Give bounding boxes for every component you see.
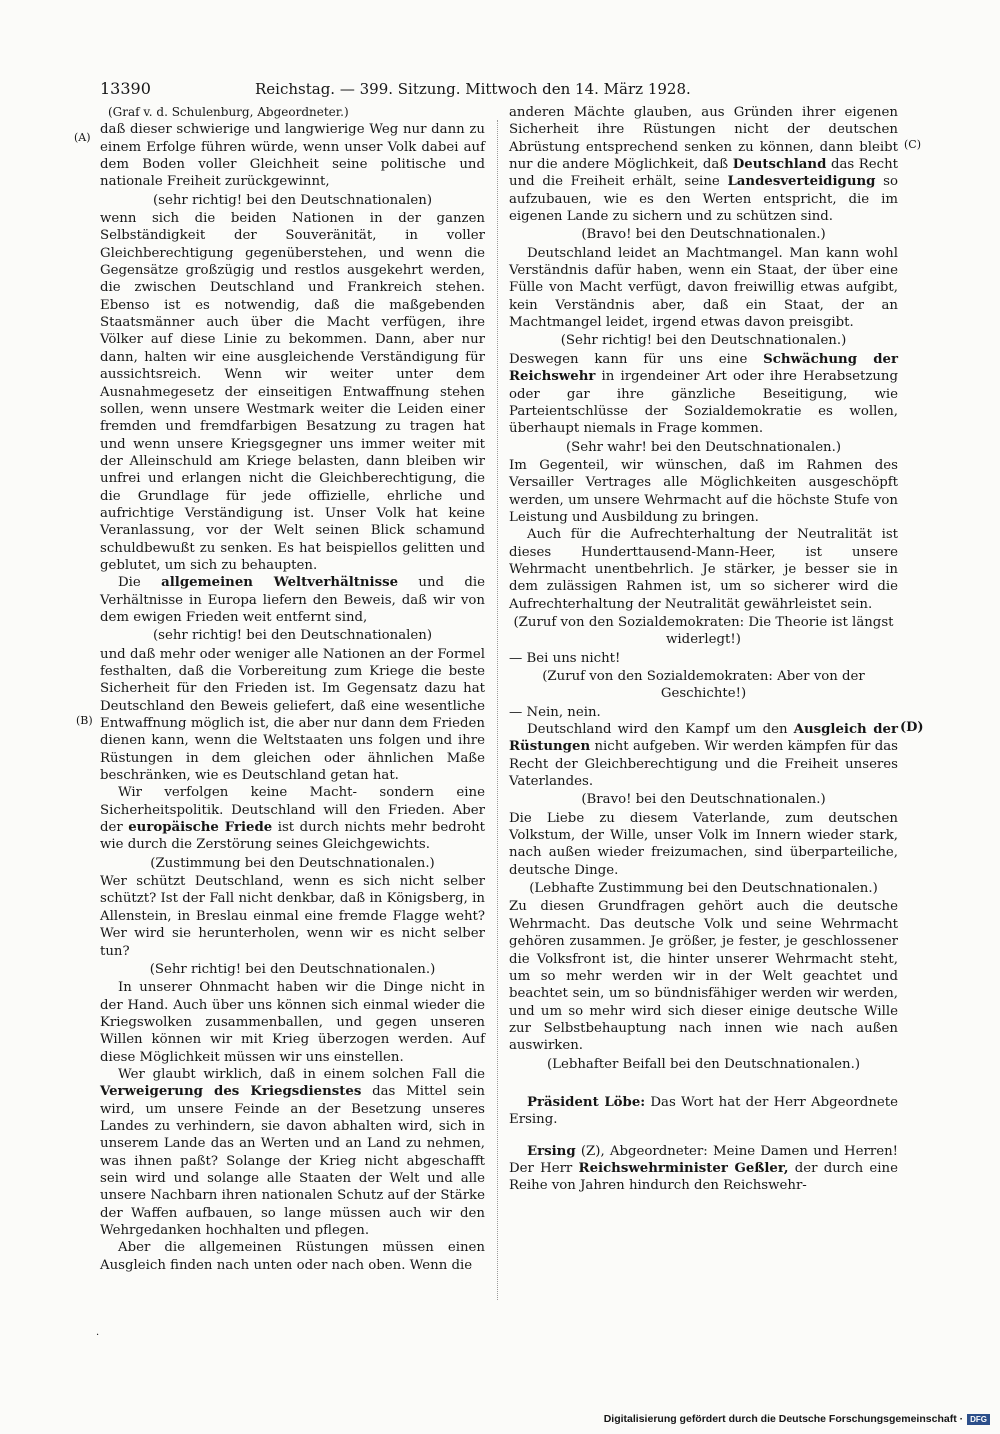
emphasis: Deutschland bbox=[732, 157, 827, 173]
speaker-reference: (Graf v. d. Schulenburg, Abgeordneter.) bbox=[108, 105, 349, 119]
paragraph: wenn sich die beiden Nationen in der ganzen Selbständigkeit der Souveränität, in voller Gleichberechtigung gegenüberstehen, und wenn die Gegensätze großzügig und restlos ausgekehrt werden, die zwischen Deutschland und Frankreich stehen. Ebenso ist es notwendig, daß die maßgebenden Staatsmänner auch über die Macht verfügen, ihre Völker auf diese Linie zu bekommen. Dann, aber nur dann, halten wir eine ausgleichende Verständigung für aussichtsreich. Wenn wir weiter unter dem Ausnahmegesetz der einseitigen Entwaffnung stehen sollen, wenn unsere Westmark weiter die Leiden einer fremden und fremdfarbigen Besatzung zu tragen hat und wenn unsere Kriegsgegner uns immer weiter mit der Alleinschuld am Kriege belasten, dann bleiben wir unfrei und erlangen nicht die Gleichberechtigung, die die Grundlage für jede offizielle, ehrliche und aufrichtige Verständigung ist. Unser Volk hat keine Veranlassung, vor der Welt seinen Blick schamund schuldbewußt zu senken. Es hat beispiellos gelitten und geblutet, um sich zu behaupten. bbox=[100, 211, 485, 573]
paragraph: und daß mehr oder weniger alle Nationen an der Formel festhalten, daß die Vorbereitung zum Kriege die beste Sicherheit für den Frieden ist. Im Gegensatz dazu hat Deutschland den Beweis geliefert, daß eine wesentliche Entwaffnung möglich ist, die aber nur dann dem Frieden dienen kann, wenn die Weltstaaten uns folgen und ihre Rüstungen in dem gleichen oder ähnlichen Maße beschränken, wie es Deutschland getan hat. bbox=[100, 646, 485, 784]
paragraph: Im Gegenteil, wir wünschen, daß im Rahmen des Versailler Vertrages alle Möglichkeiten ausgeschöpft werden, um unsere Wehrmacht auf die höchste Stufe von Leistung und Ausbildung zu bringen. bbox=[509, 457, 898, 525]
margin-mark-c: (C) bbox=[904, 138, 921, 151]
page-header bbox=[100, 78, 712, 100]
paragraph: Die allgemeinen Weltverhältnisse und die Verhältnisse in Europa liefern den Beweis, daß wir von dem ewigen Frieden weit entfernt sind, bbox=[100, 575, 485, 625]
reaction: (Zuruf von den Sozialdemokraten: Aber von der Geschichte!) bbox=[542, 669, 865, 702]
emphasis: allgemeinen Weltverhältnisse bbox=[161, 575, 399, 591]
paragraph: Wer glaubt wirklich, daß in einem solchen Fall die Verweigerung des Kriegsdienstes das Mittel sein wird, um unsere Feinde an der Besetzung unseres Landes zu verhindern, sie davon abhalten wird, sich in unserem Lande das an Werten und an Land zu nehmen, was ihnen paßt? Solange der Krieg nicht abgeschafft sein wird und solange alle Staaten der Welt und alle unsere Nachbarn ihren nationalen Schutz auf der Stärke der Waffen aufbauen, so lange müssen auch wir den Wehrgedanken hochhalten und pflegen. bbox=[100, 1066, 485, 1238]
emphasis: Schwächung der Reichswehr bbox=[509, 351, 898, 385]
emphasis: europäische Friede bbox=[128, 820, 273, 836]
dfg-logo: DFG bbox=[967, 1414, 990, 1425]
left-column bbox=[100, 104, 485, 1274]
paragraph: Die Liebe zu diesem Vaterlande, zum deutschen Volkstum, der Wille, unser Volk im Innern wieder stark, nach außen wieder freizumachen, sind überparteiliche, deutsche Dinge. bbox=[509, 810, 898, 878]
paragraph: daß dieser schwierige und langwierige Weg nur dann zu einem Erfolge führen würde, wenn unser Volk dabei auf dem Boden voller Gleichheit seine politische und nationale Freiheit zurückgewinnt, bbox=[100, 122, 485, 190]
page-mark: · bbox=[96, 1330, 100, 1341]
column-divider bbox=[497, 120, 498, 1300]
footer-text: Digitalisierung gefördert durch die Deutsche Forschungsgemeinschaft · bbox=[603, 1413, 964, 1425]
paragraph: Wer schützt Deutschland, wenn es sich nicht selber schützt? Ist der Fall nicht denkbar, daß in Königsberg, in Allenstein, in Breslau einmal eine fremde Flagge weht? Wer wird sie herunterholen, wenn wir es nicht selber tun? bbox=[100, 874, 485, 959]
spacer bbox=[509, 1074, 898, 1094]
paragraph: Deutschland leidet an Machtmangel. Man kann wohl Verständnis dafür haben, wenn ein Staat, der über eine Fülle von Macht verfügt, davon freiwillig etwas aufgibt, kein Verständnis aber, daß ein Staat, der an Machtmangel leidet, irgend etwas davon preisgibt. bbox=[509, 245, 898, 331]
reaction: (Zuruf von den Sozialdemokraten: Die Theorie ist längst widerlegt!) bbox=[513, 614, 894, 648]
spacer bbox=[509, 1129, 898, 1143]
paragraph: Deutschland wird den Kampf um den Ausgleich der Rüstungen nicht aufgeben. Wir werden kämpfen für das Recht der Gleichberechtigung und die Freiheit unseres Vaterlandes. bbox=[509, 722, 898, 790]
digitization-footer bbox=[604, 1413, 990, 1425]
right-column bbox=[509, 104, 898, 1195]
page-number: 13390 bbox=[100, 79, 151, 98]
paragraph: Präsident Löbe: Das Wort hat der Herr Abgeordnete Ersing. bbox=[509, 1094, 898, 1128]
emphasis: Landesverteidigung bbox=[727, 174, 876, 190]
paragraph: Zu diesen Grundfragen gehört auch die deutsche Wehrmacht. Das deutsche Volk und seine Wehrmacht gehören zusammen. Je größer, je fester, je geschlossener die Volksfront ist, die hinter unserer Wehrmacht steht, um so mehr werden wir in der Welt geachtet und beachtet sein, um so bündnisfähiger werden wir werden, und um so mehr wird sich dieser einige deutsche Wille zur Selbstbehauptung nach innen wie nach außen auswirken. bbox=[509, 899, 898, 1054]
paragraph: anderen Mächte glauben, aus Gründen ihrer eigenen Sicherheit ihre Rüstungen nicht der deutschen Abrüstung entsprechend senken zu können, dann bleibt nur die andere Möglichkeit, daß Deutschland das Recht und die Freiheit erhält, seine Landesverteidigung so aufzubauen, wie es den Werten entspricht, die im eigenen Lande zu sichern und zu schützen sind. bbox=[509, 105, 898, 225]
paragraph: — Nein, nein. bbox=[509, 704, 601, 720]
reaction: (sehr richtig! bei den Deutschnationalen) bbox=[152, 628, 433, 644]
reaction: (Lebhafter Beifall bei den Deutschnationalen.) bbox=[546, 1056, 861, 1072]
paragraph: — Bei uns nicht! bbox=[509, 650, 621, 666]
emphasis: Reichswehrminister Geßler, bbox=[578, 1160, 789, 1176]
margin-mark-b: (B) bbox=[76, 714, 93, 727]
paragraph: Auch für die Aufrechterhaltung der Neutralität ist dieses Hunderttausend-Mann-Heer, ist unsere Wehrmacht unentbehrlich. Je stärker, je besser sie in dem zulässigen Rahmen ist, um so sicherer wird die Aufrechterhaltung der Neutralität gewährleistet sein. bbox=[509, 527, 898, 612]
reaction: (Sehr wahr! bei den Deutschnationalen.) bbox=[565, 439, 842, 455]
reaction: (Bravo! bei den Deutschnationalen.) bbox=[581, 227, 826, 243]
paragraph: Deswegen kann für uns eine Schwächung der Reichswehr in irgendeiner Art oder ihre Herabsetzung oder gar ihre gänzliche Beseitigung, wie Parteientschlüsse der Sozialdemokratie es wollen, überhaupt niemals in Frage kommen. bbox=[509, 351, 898, 437]
reaction: (Bravo! bei den Deutschnationalen.) bbox=[581, 792, 826, 808]
emphasis: Verweigerung des Kriegsdienstes bbox=[100, 1084, 362, 1100]
speaker-name: Ersing bbox=[527, 1143, 576, 1159]
speaker-name: Präsident Löbe: bbox=[527, 1094, 646, 1110]
reaction: (sehr richtig! bei den Deutschnationalen) bbox=[152, 192, 433, 208]
running-title: Reichstag. — 399. Sitzung. Mittwoch den 14. März 1928. bbox=[255, 80, 691, 98]
emphasis: Ausgleich der Rüstungen bbox=[509, 722, 898, 755]
reaction: (Zustimmung bei den Deutschnationalen.) bbox=[150, 855, 435, 871]
reaction: (Sehr richtig! bei den Deutschnationalen.) bbox=[149, 961, 436, 977]
paragraph: Wir verfolgen keine Macht- sondern eine Sicherheitspolitik. Deutschland will den Frieden. Aber der europäische Friede ist durch nichts mehr bedroht wie durch die Zerstörung seines Gleichgewichts. bbox=[100, 785, 485, 853]
reaction: (Lebhafte Zustimmung bei den Deutschnationalen.) bbox=[529, 881, 878, 897]
margin-mark-d: (D) bbox=[900, 720, 924, 735]
paragraph: Ersing (Z), Abgeordneter: Meine Damen und Herren! Der Herr Reichswehrminister Geßler, der durch eine Reihe von Jahren hindurch den Reichswehr- bbox=[509, 1143, 898, 1194]
margin-mark-a: (A) bbox=[74, 131, 91, 144]
reaction: (Sehr richtig! bei den Deutschnationalen.) bbox=[560, 333, 847, 349]
paragraph: Aber die allgemeinen Rüstungen müssen einen Ausgleich finden nach unten oder nach oben. Wenn die bbox=[100, 1240, 485, 1273]
paragraph: In unserer Ohnmacht haben wir die Dinge nicht in der Hand. Auch über uns können sich einmal wieder die Kriegswolken zusammenballen, und gegen unseren Willen können wir mit Krieg überzogen werden. Auf diese Möglichkeit müssen wir uns einstellen. bbox=[100, 980, 485, 1065]
